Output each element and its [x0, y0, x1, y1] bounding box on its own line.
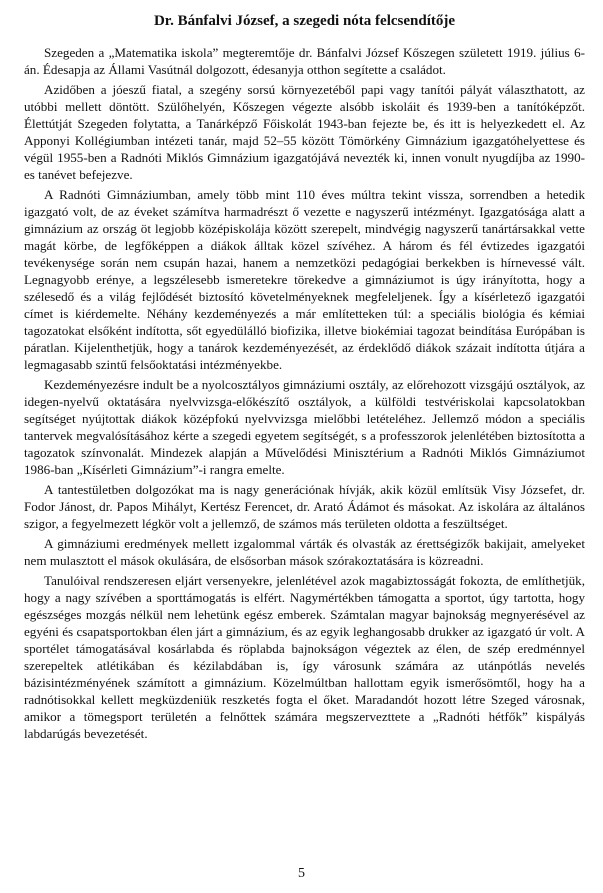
paragraph-3: A Radnóti Gimnáziumban, amely több mint 110 éves múltra tekint vissza, sorrendben a hetedik igazgató volt, de az éveket számítva harmadrészt ő vezette e nagyszerű intézményt. Igazgatósága alatt a gimnázium az ország öt legjobb középiskolája között szerepelt, mindvégig nagyszerű tanártársakkal vette magát körbe, de legfőképpen a diákok álltak közel szívéhez. A három és fél évtizedes igazgatói tevékenysége során nem csupán hazai, hanem a nemzetközi pedagógiai berkekben is hírnevessé vált. Legnagyobb erénye, a legszélesebb ismeretekre törekedve a gimnáziumot is úgy irányította, hogy a szélesedő és a világ fejlődését biztosító követelményeknek megfeleljenek. Így a kísérletező igazgatói címet is kiérdemelte. Néhány kezdeményezés a már említetteken túl: a speciális biológia és kémiai tagozatokat elsőként indította, sőt egyedülálló biofizika, illetve biokémiai tagozat beindítása Európában is páratlan. Kijelenthetjük, hogy a tanárok kezdeményezését, az érdeklődő diákok százait indította útjára a legmagasabb szintű felsőoktatási intézményekbe.	[24, 187, 585, 372]
document-page	[24, 12, 585, 745]
paragraph-1: Szegeden a „Matematika iskola” megteremtője dr. Bánfalvi József Kőszegen született 1919. július 6-án. Édesapja az Állami Vasútnál dolgozott, édesanyja otthon segítette a családot.	[24, 45, 585, 77]
paragraph-5: A tantestületben dolgozókat ma is nagy generációnak hívják, akik közül említsük Visy Józsefet, dr. Fodor Jánost, dr. Papos Mihályt, Kertész Ferencet, dr. Arató Ádámot és másokat. Az iskolára az általános szigor, a fegyelmezett légkör volt a jellemző, de számos más területen oldotta a feszültséget.	[24, 482, 585, 531]
paragraph-7: Tanulóival rendszeresen eljárt versenyekre, jelenlétével azok magabiztosságát fokozta, de említhetjük, hogy a nagy szívében a sporttámogatás is elfért. Nagymértékben támogatta a sportot, úgy tartotta, hogy egészséges mozgás nélkül nem lehetünk egész emberek. Számtalan magyar bajnokság megnyerésével az egyéni és csapatsportokban élen járt a gimnázium, és az egyik leghangosabb drukker az igazgató úr volt. A sportélet támogatásával kosárlabda és röplabda bajnokságon végeztek az élen, de szép eredménnyel szerepeltek atlétikában és kézilabdában is, így városunk számára az utánpótlás nevelés bázisintézményének számított a gimnázium. Közelmúltban hallottam egyik ismerősömtől, hogy ha a radnótisokkal kellett megküzdeniük reszketés fogta el őket. Maradandót hozott létre Szeged városnak, amikor a tömegsport területén a felnőttek számára megszervezttete a „Radnóti hétfők” kispályás labdarúgás bevezetését.	[24, 573, 585, 741]
paragraph-6: A gimnáziumi eredmények mellett izgalommal várták és olvasták az érettségizők bakijait, amelyeket nem mulasztott el mások okulására, de elsősorban mások szórakoztatására is közreadni.	[24, 536, 585, 568]
page-title: Dr. Bánfalvi József, a szegedi nóta felcsendítője	[153, 13, 456, 29]
paragraph-2: Azidőben a jóeszű fiatal, a szegény sorsú környezetéből papi vagy tanítói pályát választhatott, az utóbbi mellett döntött. Szülőhelyén, Kőszegen végezte alsóbb iskoláit és 1939-ben a tanítóképzőt. Élettútját Szegeden folytatta, a Tanárképző Főiskolát 1943-ban fejezte be, és itt is helyezkedett el. Az Apponyi Kollégiumban intézeti tanár, majd 52–55 között Tömörkény Gimnázium igazgatóhelyettese és végül 1955-ben a Radnóti Miklós Gimnázium igazgatójává nevezték ki, innen vonult nyugdíjba az 1990-es tanévet befejezve.	[24, 82, 585, 182]
paragraph-4: Kezdeményezésre indult be a nyolcosztályos gimnáziumi osztály, az előrehozott vizsgájú osztályok, az idegen-nyelvű oktatására nyelvvizsga-előkészítő osztályok, a külföldi testvériskolai kapcsolatokban segítséget nyújtottak diákok középfokú nyelvvizsga mielőbbi letételéhez. Jellemző módon a speciális tantervek megvalósításához kérte a szegedi egyetem segítségét, s a professzorok jelenlétében biztosította a tagozatok színvonalát. Mindezek alapján a Művelődési Minisztérium a Radnóti Miklós Gimnáziumot 1986-ban „Kísérleti Gimnázium”-i rangra emelte.	[24, 377, 585, 477]
article-body	[24, 44, 585, 742]
page-number: 5	[298, 866, 305, 881]
